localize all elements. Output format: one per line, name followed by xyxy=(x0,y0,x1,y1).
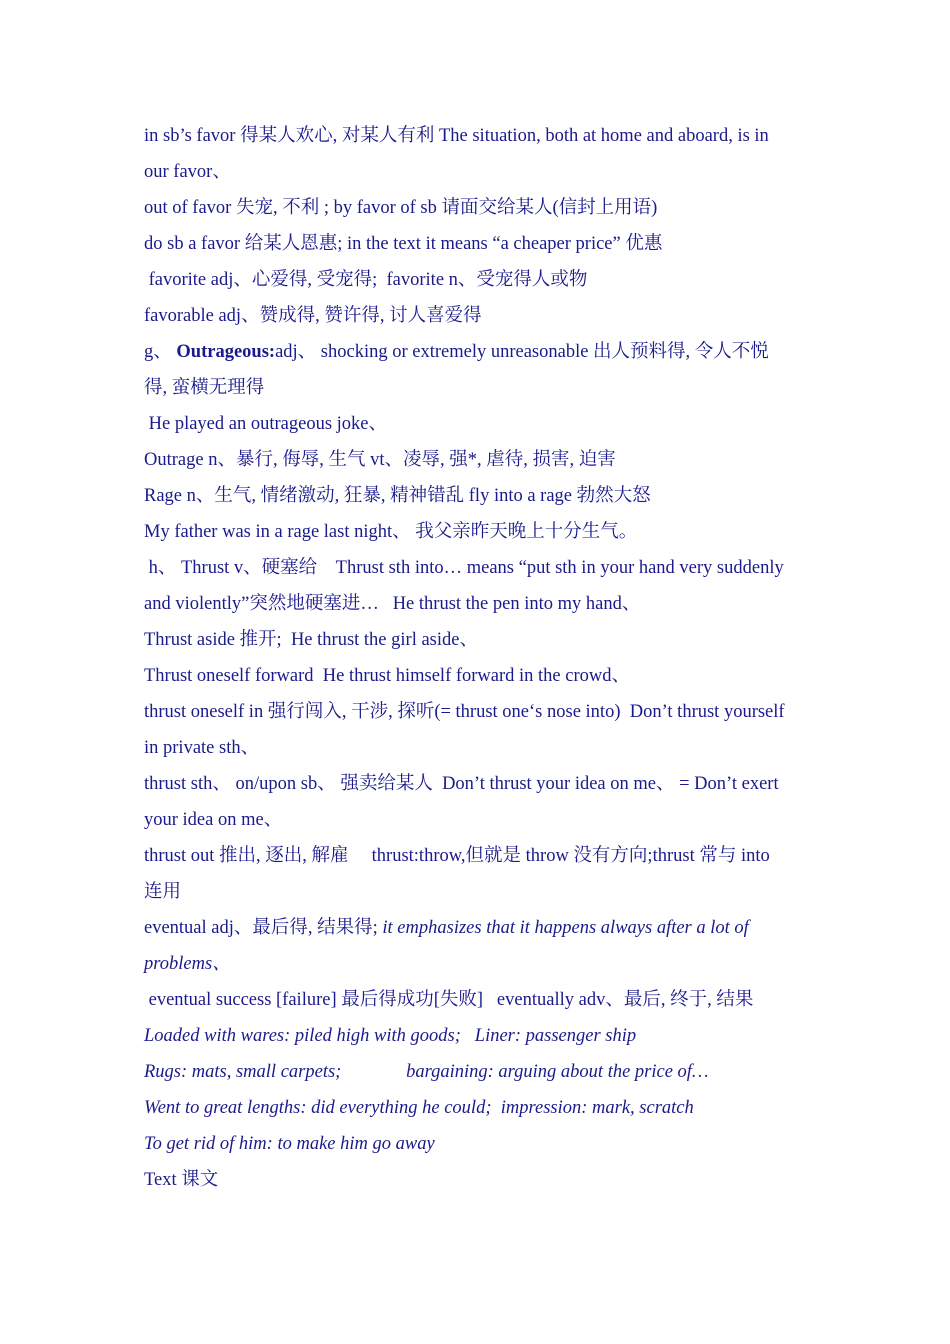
text-line: Thrust oneself forward He thrust himself forward in the crowd、 xyxy=(144,666,631,686)
vocab-line: Went to great lengths: did everything he could; impression: mark, scratch xyxy=(144,1098,694,1118)
text-line: thrust oneself in 强行闯入, 干涉, 探听(= thrust one‘s nose into) Don’t thrust yourself xyxy=(144,702,785,722)
italic-note: it emphasizes that it happens always after a lot of xyxy=(382,918,749,938)
text-line: your idea on me、 xyxy=(144,810,283,830)
text-line: thrust out 推出, 逐出, 解雇 thrust:throw,但就是 throw 没有方向;thrust 常与 into xyxy=(144,846,770,866)
text-line: out of favor 失宠, 不利 ; by favor of sb 请面交给某人(信封上用语) xyxy=(144,198,658,218)
text-line-outrageous xyxy=(144,334,816,370)
text-line: 得, 蛮横无理得 xyxy=(144,378,265,398)
text-line: My father was in a rage last night、 我父亲昨天晚上十分生气。 xyxy=(144,522,638,542)
vocab-line: Rugs: mats, small carpets; bargaining: arguing about the price of… xyxy=(144,1062,709,1082)
term-definition: eventual adj、最后得, 结果得; xyxy=(144,918,383,938)
text-line: Outrage n、暴行, 侮辱, 生气 vt、凌辱, 强*, 虐待, 损害, 迫害 xyxy=(144,450,616,470)
text-line: favorable adj、赞成得, 赞许得, 讨人喜爱得 xyxy=(144,306,482,326)
text-line: He played an outrageous joke、 xyxy=(144,414,387,434)
vocab-line: Loaded with wares: piled high with goods; Liner: passenger ship xyxy=(144,1026,637,1046)
text-line: favorite adj、心爱得, 受宠得; favorite n、受宠得人或物 xyxy=(144,270,588,290)
text-line: Thrust aside 推开; He thrust the girl aside、 xyxy=(144,630,478,650)
text-line: our favor、 xyxy=(144,162,231,182)
text-line: h、 Thrust v、硬塞给 Thrust sth into… means “put sth in your hand very suddenly xyxy=(144,558,784,578)
text-line: thrust sth、 on/upon sb、 强卖给某人 Don’t thrust your idea on me、 = Don’t exert xyxy=(144,774,779,794)
term-heading: Outrageous: xyxy=(176,342,276,362)
text-line: and violently”突然地硬塞进… He thrust the pen into my hand、 xyxy=(144,594,641,614)
text-line: 连用 xyxy=(144,882,182,902)
vocab-line: To get rid of him: to make him go away xyxy=(144,1134,435,1154)
term-definition: adj、 shocking or extremely unreasonable 出人预料得, 令人不悦 xyxy=(275,342,769,362)
text-line-eventual xyxy=(144,910,816,946)
document-page xyxy=(144,118,816,1198)
text-line: Rage n、生气, 情绪激动, 狂暴, 精神错乱 fly into a rage 勃然大怒 xyxy=(144,486,651,506)
text-line: do sb a favor 给某人恩惠; in the text it means “a cheaper price” 优惠 xyxy=(144,234,663,254)
text-line: in private sth、 xyxy=(144,738,260,758)
item-marker: g、 xyxy=(144,342,177,362)
text-line: in sb’s favor 得某人欢心, 对某人有利 The situation, both at home and aboard, is in xyxy=(144,126,769,146)
text-line: eventual success [failure] 最后得成功[失败] eventually adv、最后, 终于, 结果 xyxy=(144,990,754,1010)
section-label-text: Text 课文 xyxy=(144,1170,219,1190)
text-line: problems、 xyxy=(144,954,231,974)
